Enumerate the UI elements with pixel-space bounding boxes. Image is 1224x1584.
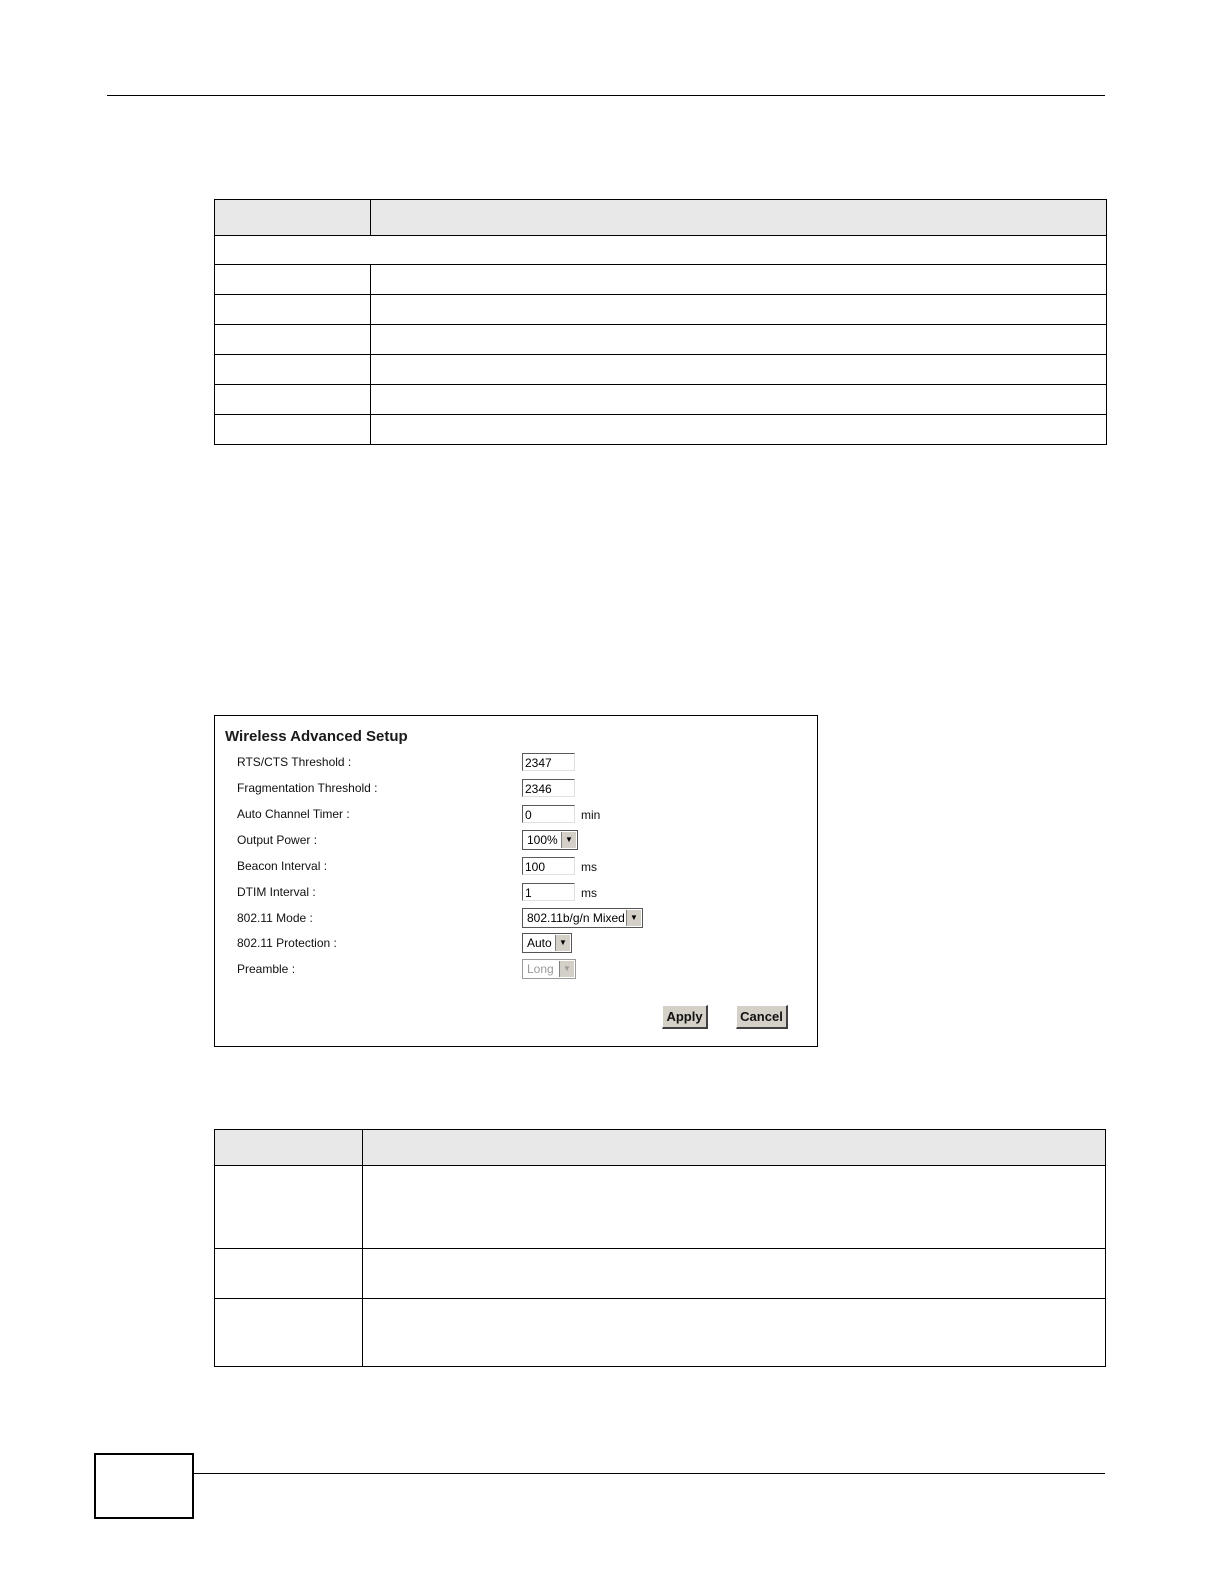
panel-title: Wireless Advanced Setup: [225, 728, 408, 745]
dtim-interval-input[interactable]: 1: [522, 883, 575, 901]
mode-80211-value: 802.11b/g/n Mixed: [527, 911, 625, 925]
header-rule: [107, 95, 1105, 96]
rts-cts-threshold-input[interactable]: 2347: [522, 753, 575, 771]
table-row: [215, 355, 1107, 385]
output-power-select[interactable]: [522, 830, 578, 850]
table-bottom: [214, 1129, 1106, 1367]
table-row: [215, 385, 1107, 415]
dropdown-arrow-icon: ▼: [559, 961, 574, 977]
preamble-select: [522, 959, 576, 979]
dropdown-arrow-icon[interactable]: ▼: [555, 935, 570, 951]
beacon-interval-label: Beacon Interval :: [237, 859, 328, 873]
apply-button[interactable]: Apply: [662, 1005, 708, 1029]
beacon-interval-input[interactable]: 100: [522, 857, 575, 875]
auto-channel-timer-input[interactable]: 0: [522, 805, 575, 823]
table-row: [215, 415, 1107, 445]
table-row: [215, 1299, 1106, 1367]
auto-channel-timer-label: Auto Channel Timer :: [237, 807, 350, 821]
output-power-label: Output Power :: [237, 833, 318, 847]
dropdown-arrow-icon[interactable]: ▼: [561, 832, 576, 848]
footer-rule: [192, 1473, 1105, 1474]
fragmentation-threshold-label: Fragmentation Threshold :: [237, 781, 378, 795]
cancel-button[interactable]: Cancel: [736, 1005, 788, 1029]
rts-cts-threshold-label: RTS/CTS Threshold :: [237, 755, 352, 769]
wireless-advanced-setup-panel: [214, 715, 818, 1047]
page-number-box: [94, 1453, 194, 1519]
dtim-interval-unit: ms: [581, 886, 597, 900]
output-power-value: 100%: [527, 833, 558, 847]
preamble-value: Long: [527, 962, 554, 976]
table-row: [215, 1166, 1106, 1249]
table-row: [215, 1249, 1106, 1299]
dtim-interval-label: DTIM Interval :: [237, 885, 316, 899]
protection-80211-value: Auto: [527, 936, 552, 950]
protection-80211-label: 802.11 Protection :: [237, 936, 337, 950]
table-top: [214, 199, 1107, 445]
table-header-row: [215, 200, 1107, 236]
preamble-label: Preamble :: [237, 962, 296, 976]
mode-80211-select[interactable]: [522, 908, 643, 928]
mode-80211-label: 802.11 Mode :: [237, 911, 313, 925]
dropdown-arrow-icon[interactable]: ▼: [626, 910, 641, 926]
protection-80211-select[interactable]: [522, 933, 572, 953]
table-row: [215, 265, 1107, 295]
table-row: [215, 325, 1107, 355]
beacon-interval-unit: ms: [581, 860, 597, 874]
table-row: [215, 295, 1107, 325]
table-header-row: [215, 1130, 1106, 1166]
fragmentation-threshold-input[interactable]: 2346: [522, 779, 575, 797]
auto-channel-timer-unit: min: [581, 808, 601, 822]
table-section-row: [215, 236, 1107, 265]
